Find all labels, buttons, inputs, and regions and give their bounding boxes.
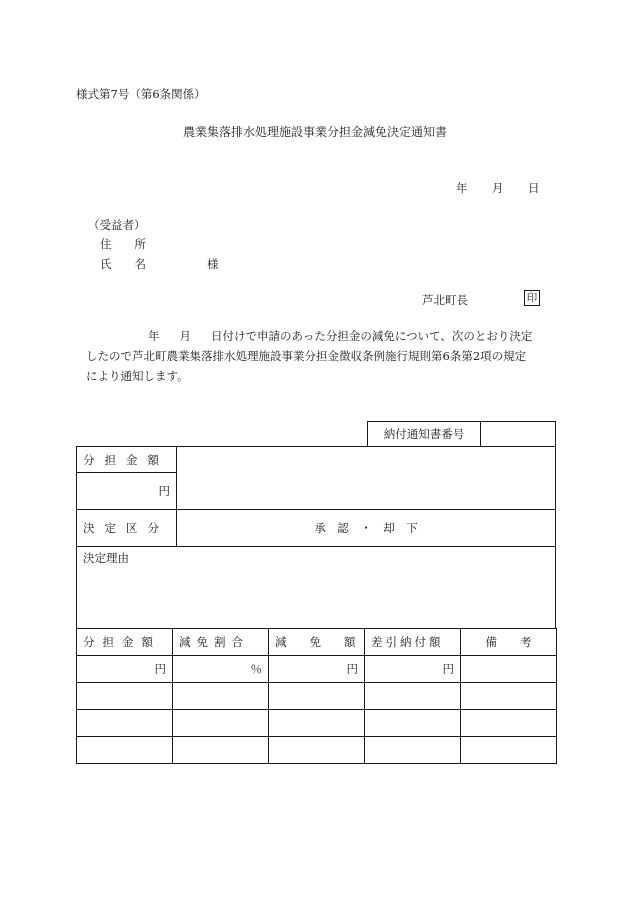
decision-options[interactable]: 承 認 ・ 却 下	[177, 510, 556, 547]
notice-number-table	[367, 421, 556, 447]
notice-number-label: 納付通知書番号	[368, 422, 481, 447]
burden-amount-field[interactable]	[177, 447, 556, 510]
seal-mark: 印	[524, 290, 540, 306]
table-row	[77, 710, 557, 737]
unit-yen[interactable]: 円	[77, 656, 173, 683]
decision-category-label: 決定区分	[77, 510, 177, 547]
notice-body-line-3: により通知します。	[86, 369, 189, 383]
unit-yen[interactable]: 円	[269, 656, 365, 683]
decision-reason-label: 決定理由	[83, 551, 129, 565]
date-month-label: 月	[492, 181, 504, 195]
col-header-remarks: 備 考	[461, 629, 557, 656]
document-title: 農業集落排水処理施設事業分担金減免決定通知書	[182, 125, 447, 139]
unit-yen[interactable]: 円	[365, 656, 461, 683]
reduction-details-table	[76, 628, 557, 764]
decision-table	[76, 446, 556, 629]
issuer-name: 芦北町長	[422, 293, 468, 307]
table-cell[interactable]	[365, 710, 461, 737]
body-month: 月	[179, 329, 191, 343]
date-day-label: 日	[528, 181, 540, 195]
table-row	[77, 737, 557, 764]
decision-reason-field[interactable]	[77, 547, 556, 629]
table-cell[interactable]	[77, 710, 173, 737]
date-year-label: 年	[456, 181, 468, 195]
table-cell[interactable]	[461, 737, 557, 764]
name-label: 氏 名	[100, 257, 146, 271]
table-cell[interactable]	[269, 737, 365, 764]
notice-number-field[interactable]	[481, 422, 556, 447]
notice-body-line-2: したので芦北町農業集落排水処理施設事業分担金徴収条例施行規則第6条第2項の規定	[86, 349, 527, 363]
table-cell[interactable]	[173, 683, 269, 710]
body-year: 年	[148, 329, 160, 343]
table-cell[interactable]	[365, 683, 461, 710]
table-cell[interactable]	[461, 683, 557, 710]
table-cell[interactable]	[77, 737, 173, 764]
notice-body	[86, 326, 556, 386]
table-row	[77, 656, 557, 683]
body-line1-text: 日付けで申請のあった分担金の減免について、次のとおり決定	[211, 329, 533, 343]
table-cell[interactable]	[461, 710, 557, 737]
table-cell[interactable]	[173, 710, 269, 737]
table-cell[interactable]	[269, 683, 365, 710]
col-header-burden-amount: 分担金額	[77, 629, 173, 656]
unit-percent[interactable]: ％	[173, 656, 269, 683]
remarks-cell[interactable]	[461, 656, 557, 683]
table-row	[77, 683, 557, 710]
form-number-label: 様式第7号（第6条関係）	[76, 87, 206, 101]
honorific-label: 様	[207, 257, 219, 271]
col-header-net-payment: 差引納付額	[365, 629, 461, 656]
table-cell[interactable]	[77, 683, 173, 710]
notice-body-line-1	[86, 326, 556, 346]
table-cell[interactable]	[365, 737, 461, 764]
col-header-reduction-rate: 減免割合	[173, 629, 269, 656]
address-label: 住 所	[100, 237, 146, 251]
col-header-reduction-amount: 減 免 額	[269, 629, 365, 656]
table-cell[interactable]	[269, 710, 365, 737]
recipient-label: （受益者）	[88, 218, 146, 232]
burden-amount-label: 分担金額	[77, 447, 177, 473]
burden-amount-unit: 円	[77, 473, 177, 510]
table-cell[interactable]	[173, 737, 269, 764]
